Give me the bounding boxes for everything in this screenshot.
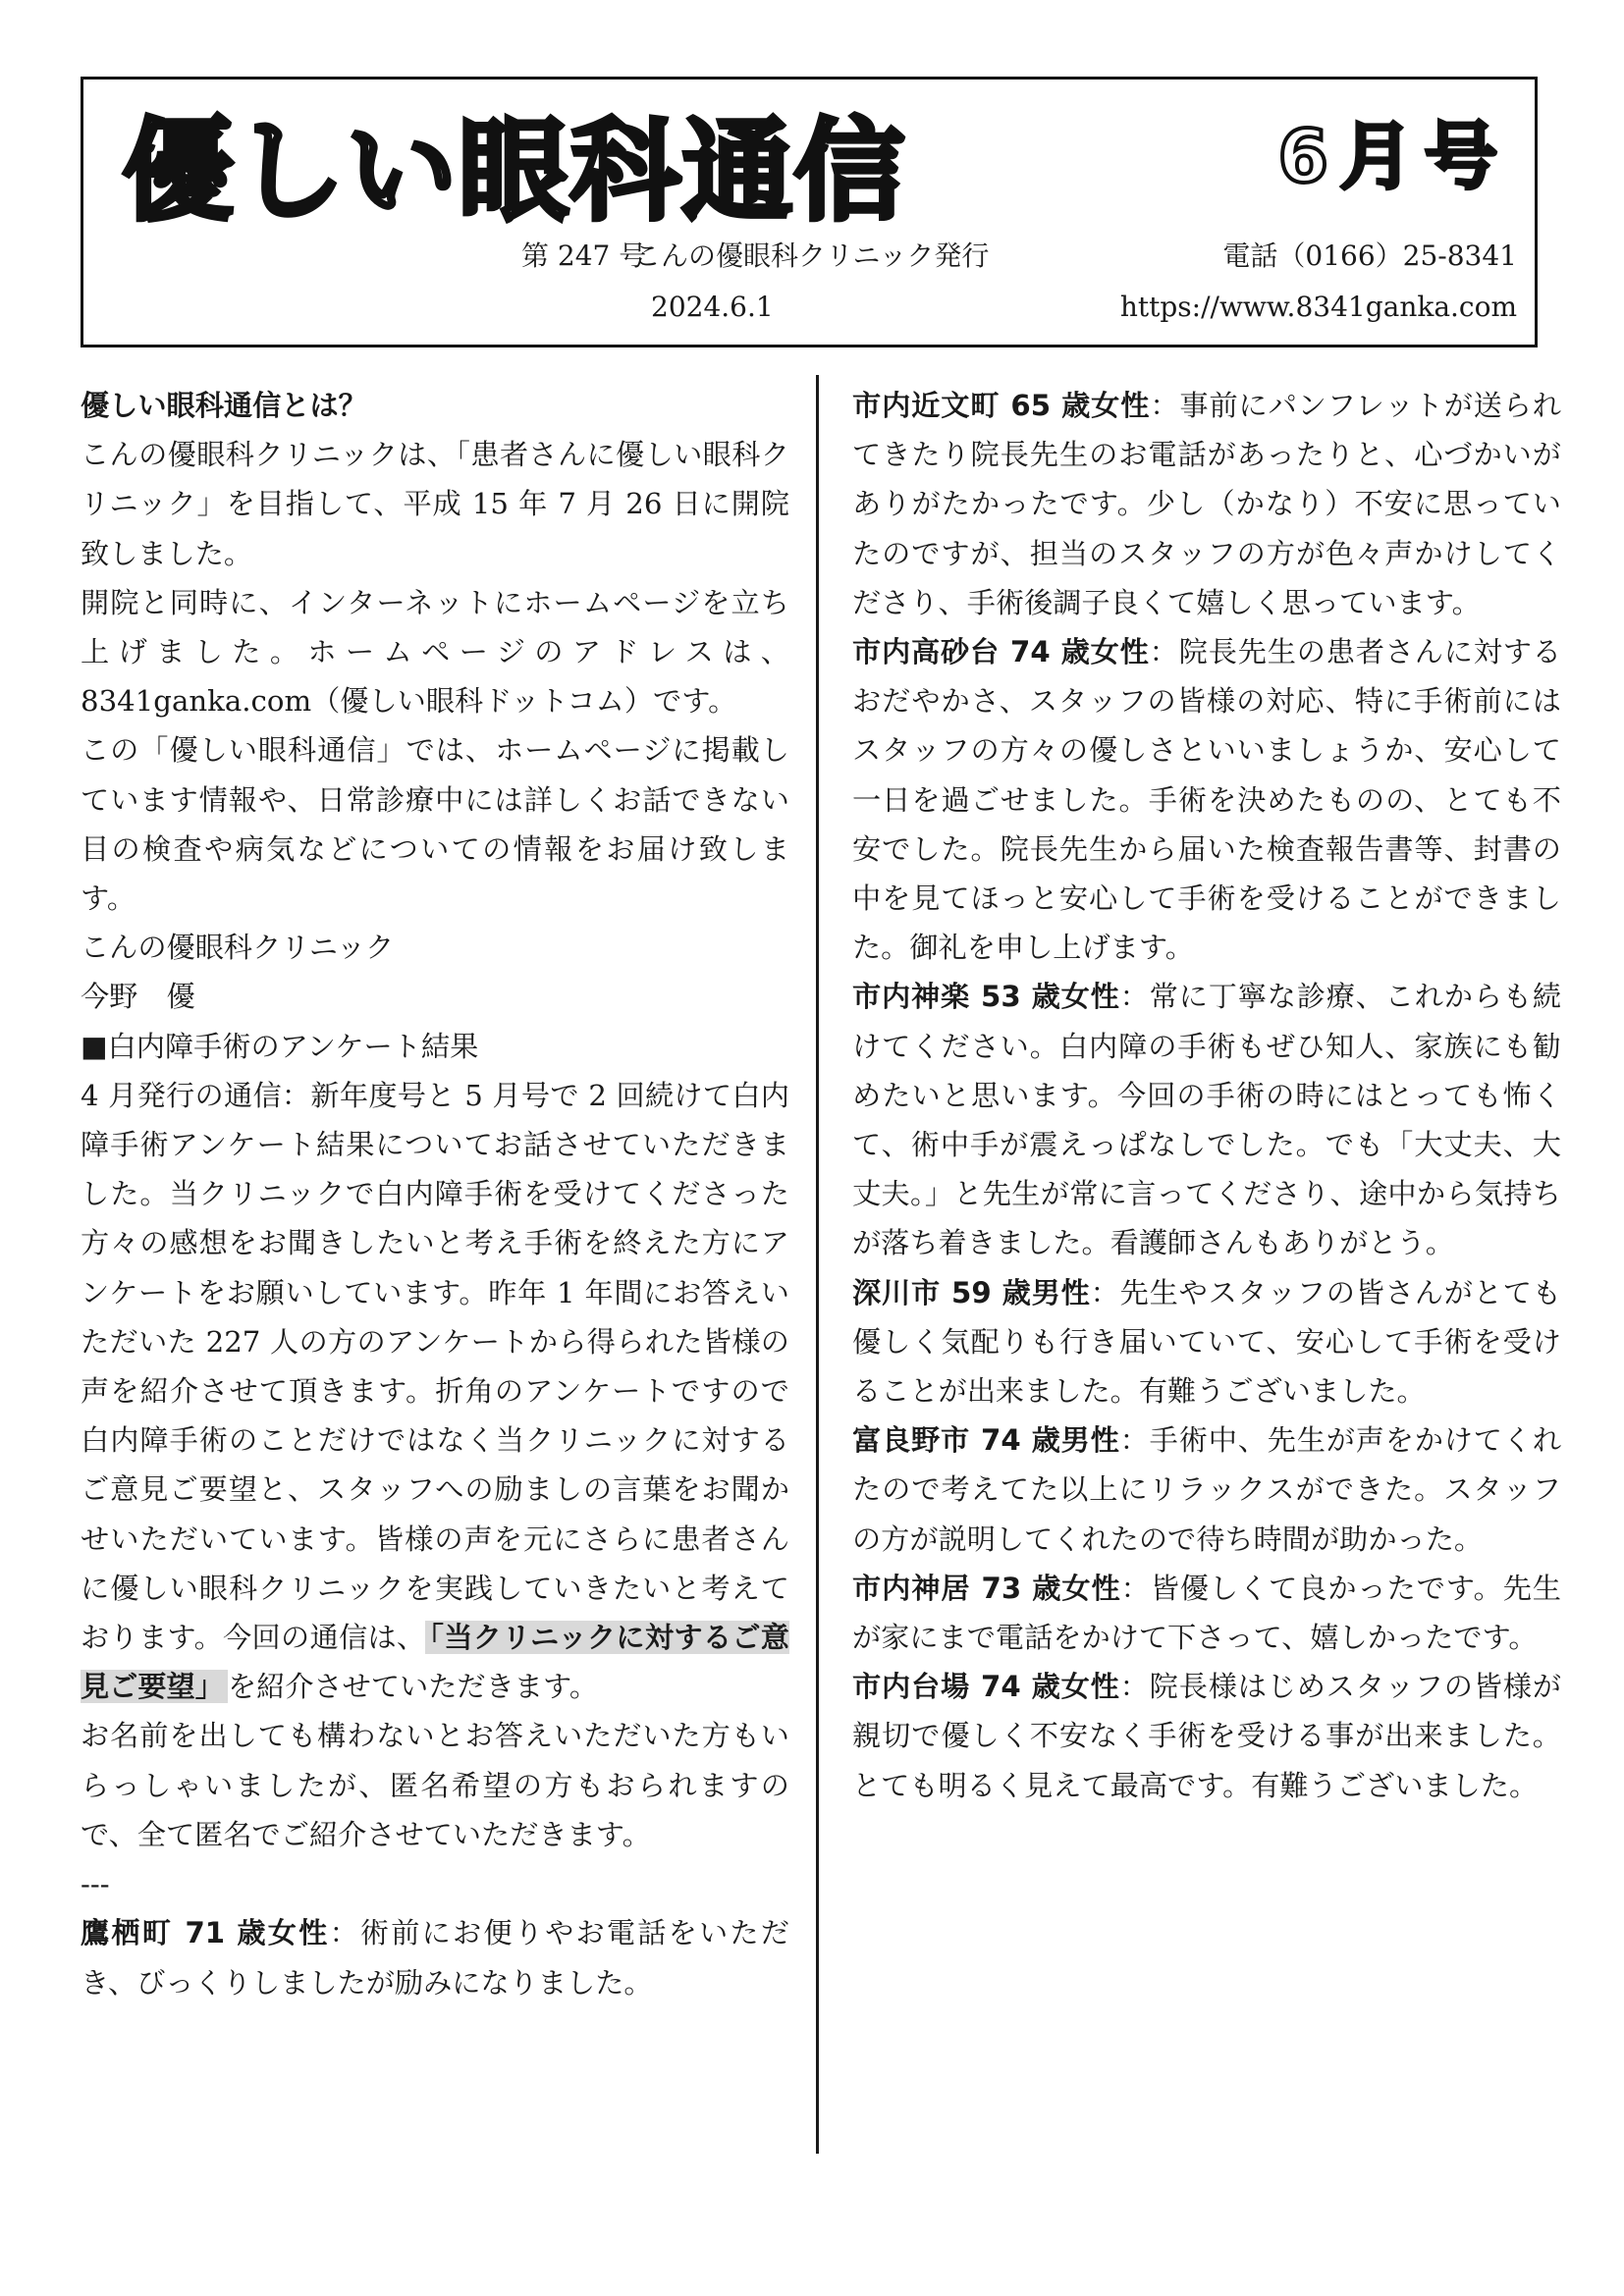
phone-number: 電話（0166）25-8341 [1222,240,1517,272]
comment-author: 市内台場 74 歳女性 [852,1670,1120,1704]
comment-text: ：院長様はじめスタッフの皆様が親切で優しく不安なく手術を受ける事が出来ました。とても明るく見えて最高です。有難うございました。 [852,1670,1562,1802]
issue-date: 2024.6.1 [651,291,774,323]
comment [852,381,1561,627]
comment-author: 市内高砂台 74 歳女性 [852,635,1150,669]
right-column [852,381,1561,1810]
survey-heading: ■白内障手術のアンケート結果 [81,1029,479,1063]
survey-paragraph [81,1071,789,1712]
survey-text: 4 月発行の通信：新年度号と 5 月号で 2 回続けて白内障手術アンケート結果についてお話させていただきました。当クリニックで白内障手術を受けてくださった方々の感想をお聞きしたいと考え手術を終えた方にアンケートをお願いしています。昨年 1 年間にお答えいただいた 227 人の方のアンケートから得られた皆様の声を紹介させて頂きます。折角のアンケートですので白内障手術のことだけではなく当クリニックに対するご意見ご要望と、スタッフへの励ましの言葉をお聞かせいただいています。皆様の声を元にさらに患者さんに優しい眼科クリニックを実践していきたいと考えております。今回の通信は、 [81,1078,789,1655]
comment-text: ：院長先生の患者さんに対するおだやかさ、スタッフの皆様の対応、特に手術前にはスタッフの方々の優しさといいましょうか、安心して一日を過ごせました。手術を決めたものの、とても不安でした。院長先生から届いた検査報告書等、封書の中を見てほっと安心して手術を受けることができました。御礼を申し上げます。 [852,635,1561,965]
comment-text: ：先生やスタッフの皆さんがとても優しく気配りも行き届いていて、安心して手術を受けることが出来ました。有難うございました。 [852,1275,1561,1409]
comment-author: 深川市 59 歳男性 [852,1275,1091,1309]
website-url: https://www.8341ganka.com [1119,291,1517,323]
comment [852,1415,1561,1564]
newsletter-title: 優しい眼科通信 [123,108,906,236]
survey-paragraph: お名前を出しても構わないとお答えいただいた方もいらっしゃいましたが、匿名希望の方もおられますので、全て匿名でご紹介させていただきます。 [81,1719,789,1851]
issue-month: 6月号 [1277,115,1509,199]
intro-paragraph: こんの優眼科クリニックは、「患者さんに優しい眼科クリニック」を目指して、平成 15 年 7 月 26 日に開院致しました。 [81,438,789,570]
masthead [81,77,1538,347]
comment [852,972,1561,1267]
comment-author: 鷹栖町 71 歳女性 [81,1916,330,1950]
comment [852,1662,1561,1810]
intro-paragraph: この「優しい眼科通信」では、ホームページに掲載しています情報や、日常診療中には詳しくお話できない目の検査や病気などについての情報をお届け致します。 [81,733,789,916]
comment [852,627,1561,972]
doctor-signature: 今野 優 [81,980,195,1014]
survey-text-end: を紹介させていただきます。 [227,1670,599,1704]
highlighted-topic: 「当クリニックに対するご意見ご要望」 [81,1621,789,1704]
intro-heading: 優しい眼科通信とは？ [81,389,367,422]
separator: --- [81,1867,110,1901]
comment-author: 市内近文町 65 歳女性 [852,389,1151,422]
comment-text: ：皆優しくて良かったです。先生が家にまで電話をかけて下さって、嬉しかったです。 [852,1571,1561,1655]
comment-text: ：術前にお便りやお電話をいただき、びっくりしましたが励みになりました。 [81,1916,789,2000]
left-column [81,381,789,2007]
comment [81,1908,789,2006]
comment-author: 富良野市 74 歳男性 [852,1423,1120,1458]
comment-text: ：常に丁寧な診療、これからも続けてください。白内障の手術もぜひ知人、家族にも勧めたいと思います。今回の手術の時にはとっても怖くて、術中手が震えっぱなしでした。でも「大丈夫、大丈夫。」と先生が常に言ってくださり、途中から気持ちが落ち着きました。看護師さんもありがとう。 [852,980,1562,1260]
clinic-signature: こんの優眼科クリニック [81,931,395,965]
comment [852,1564,1561,1662]
comment-text: ：事前にパンフレットが送られてきたり院長先生のお電話があったりと、心づかいがありがたかったです。少し（かなり）不安に思っていたのですが、担当のスタッフの方が色々声かけしてくださり、手術後調子良くて嬉しく思っています。 [852,389,1561,619]
intro-paragraph: 開院と同時に、インターネットにホームページを立ち上げました。ホームページのアドレスは、8341ganka.com（優しい眼科ドットコム）です。 [81,585,789,719]
comment [852,1268,1561,1416]
issue-number: 第 247 号 [521,240,647,272]
comment-text: ：手術中、先生が声をかけてくれたので考えてた以上にリラックスができた。スタッフの方が説明してくれたので待ち時間が助かった。 [852,1423,1562,1556]
publisher: こんの優眼科クリニック発行 [633,240,990,272]
comment-author: 市内神楽 53 歳女性 [852,980,1120,1014]
column-divider [816,375,819,2154]
comment-author: 市内神居 73 歳女性 [852,1571,1121,1605]
